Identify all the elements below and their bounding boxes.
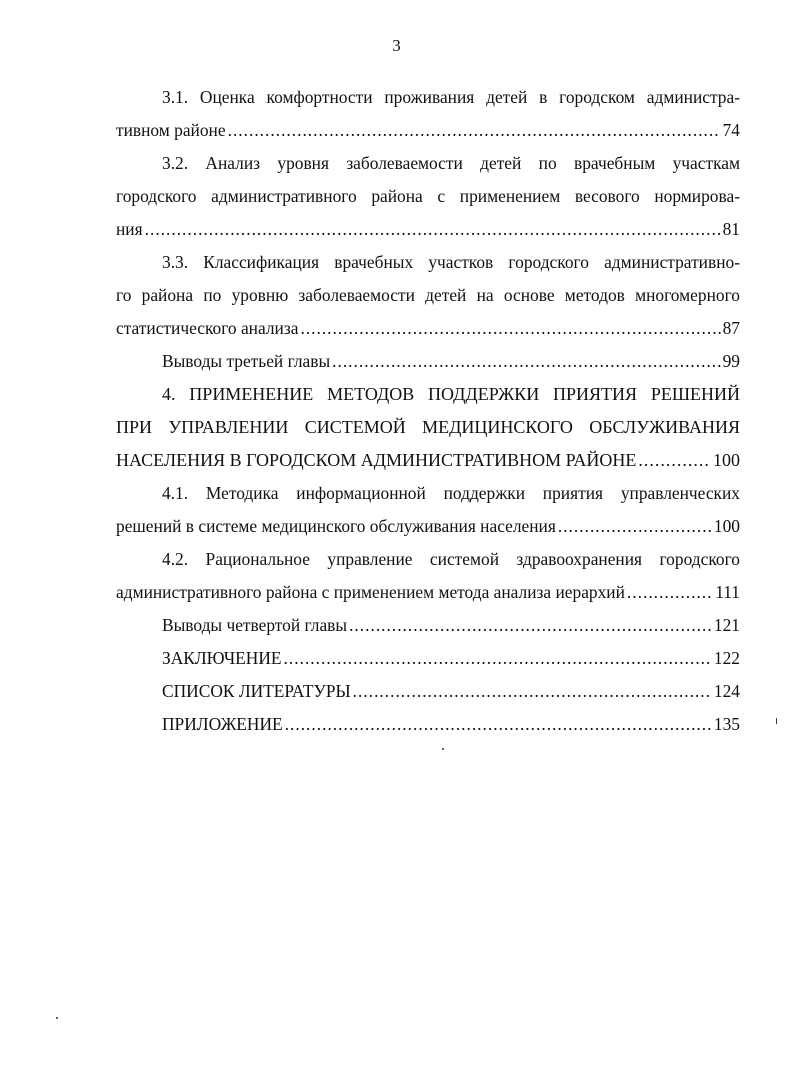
dot-leader bbox=[627, 576, 713, 609]
toc-entry-leader-line bbox=[116, 345, 740, 378]
toc-page-number: 87 bbox=[722, 318, 740, 338]
toc-entry-title-end: решений в системе медицинского обслуживания населения bbox=[116, 516, 556, 536]
dot-leader bbox=[353, 675, 712, 708]
toc-entry-text-line: ПРИ УПРАВЛЕНИИ СИСТЕМОЙ МЕДИЦИНСКОГО ОБСЛУЖИВАНИЯ bbox=[116, 417, 740, 437]
toc-entry-title-end: административного района с применением метода анализа иерархий bbox=[116, 582, 625, 602]
toc-entry-leader-line bbox=[116, 213, 740, 246]
toc-page-number: 74 bbox=[722, 120, 740, 140]
toc-entry-4-2[interactable] bbox=[116, 543, 740, 609]
toc-entry-bibliography[interactable] bbox=[116, 675, 740, 708]
toc-entry-title-end: НАСЕЛЕНИЯ В ГОРОДСКОМ АДМИНИСТРАТИВНОМ РАЙОНЕ bbox=[116, 450, 637, 470]
toc-page-number: 100 bbox=[713, 450, 740, 470]
toc-entry-3-2[interactable] bbox=[116, 147, 740, 246]
toc-entry-chapter-4-conclusions[interactable] bbox=[116, 609, 740, 642]
dot-leader bbox=[558, 510, 712, 543]
toc-entry-3-3[interactable] bbox=[116, 246, 740, 345]
scan-speck bbox=[442, 748, 444, 750]
toc-entry-leader-line bbox=[116, 510, 740, 543]
dot-leader bbox=[284, 642, 712, 675]
scan-speck bbox=[56, 1017, 58, 1019]
toc-page-number: 100 bbox=[713, 516, 740, 536]
toc-entry-chapter-3-conclusions[interactable] bbox=[116, 345, 740, 378]
toc-page-number: 99 bbox=[722, 351, 740, 371]
toc-entry-3-1[interactable] bbox=[116, 81, 740, 147]
toc-page-number: 135 bbox=[713, 714, 740, 734]
toc-entry-leader-line bbox=[116, 642, 740, 675]
toc-page-number: 111 bbox=[715, 582, 740, 602]
toc-entry-title-end: СПИСОК ЛИТЕРАТУРЫ bbox=[162, 681, 351, 701]
toc-entry-title-end: ЗАКЛЮЧЕНИЕ bbox=[162, 648, 282, 668]
toc-entry-title-end: Выводы четвертой главы bbox=[162, 615, 348, 635]
toc-entry-text-line: 4. ПРИМЕНЕНИЕ МЕТОДОВ ПОДДЕРЖКИ ПРИЯТИЯ РЕШЕНИЙ bbox=[162, 384, 740, 404]
toc-entry-title-end: Выводы третьей главы bbox=[162, 351, 331, 371]
toc-entry-4-1[interactable] bbox=[116, 477, 740, 543]
dot-leader bbox=[638, 444, 711, 477]
toc-entry-text-line: 4.1. Методика информационной поддержки приятия управленческих bbox=[162, 483, 740, 503]
toc-entry-text-line: 3.3. Классификация врачебных участков городского административно- bbox=[162, 252, 740, 272]
toc-entry-appendix[interactable] bbox=[116, 708, 740, 741]
toc-entry-leader-line bbox=[116, 312, 740, 345]
toc-entry-text-line: 3.1. Оценка комфортности проживания детей в городском администра- bbox=[162, 87, 740, 107]
toc-entry-text-line: го района по уровню заболеваемости детей на основе методов многомерного bbox=[116, 285, 740, 305]
dot-leader bbox=[332, 345, 720, 378]
toc-entry-text-line: городского административного района с применением весового нормирова- bbox=[116, 186, 740, 206]
dot-leader bbox=[145, 213, 721, 246]
toc-page-number: 124 bbox=[713, 681, 740, 701]
toc-entry-text-line: 3.2. Анализ уровня заболеваемости детей по врачебным участкам bbox=[162, 153, 740, 173]
toc-page-number: 81 bbox=[722, 219, 740, 239]
scan-speck bbox=[776, 718, 777, 724]
toc-page-number: 122 bbox=[713, 648, 740, 668]
toc-entry-leader-line bbox=[116, 444, 740, 477]
toc-entry-leader-line bbox=[116, 609, 740, 642]
toc-entry-title-end: тивном районе bbox=[116, 120, 226, 140]
toc-entry-title-end: ПРИЛОЖЕНИЕ bbox=[162, 714, 283, 734]
dot-leader bbox=[228, 114, 721, 147]
dot-leader bbox=[285, 708, 712, 741]
dot-leader bbox=[300, 312, 720, 345]
table-of-contents bbox=[116, 81, 740, 741]
toc-entry-leader-line bbox=[116, 576, 740, 609]
toc-entry-chapter-4[interactable] bbox=[116, 378, 740, 477]
toc-page-number: 121 bbox=[713, 615, 740, 635]
toc-entry-leader-line bbox=[116, 114, 740, 147]
page-number: 3 bbox=[392, 36, 401, 55]
dot-leader bbox=[349, 609, 712, 642]
toc-entry-title-end: статистического анализа bbox=[116, 318, 299, 338]
toc-entry-leader-line bbox=[116, 675, 740, 708]
toc-entry-conclusion[interactable] bbox=[116, 642, 740, 675]
toc-entry-text-line: 4.2. Рациональное управление системой здравоохранения городского bbox=[162, 549, 740, 569]
toc-entry-leader-line bbox=[116, 708, 740, 741]
toc-entry-title-end: ния bbox=[116, 219, 143, 239]
